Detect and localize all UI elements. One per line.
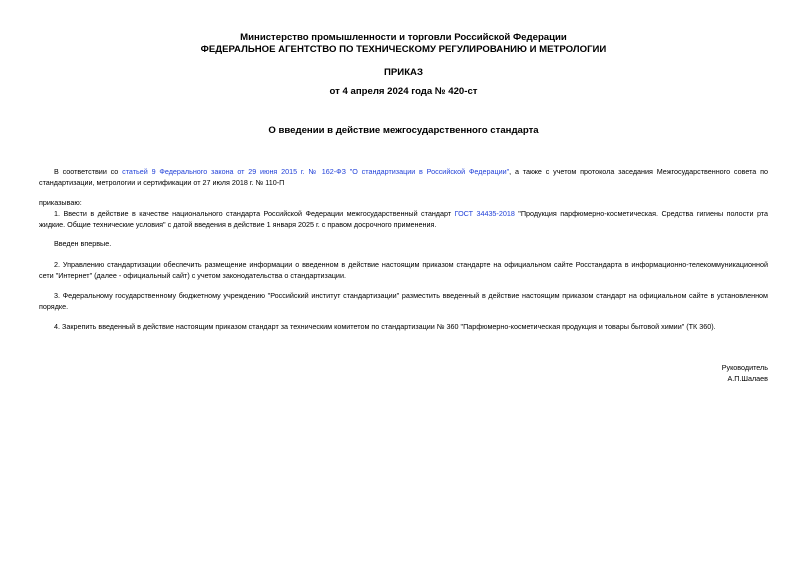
- ministry-header: [0, 32, 807, 56]
- order-date: от 4 апреля 2024 года № 420-ст: [329, 86, 478, 97]
- agency-name: ФЕДЕРАЛЬНОЕ АГЕНТСТВО ПО ТЕХНИЧЕСКОМУ РЕГУЛИРОВАНИЮ И МЕТРОЛОГИИ: [200, 44, 607, 55]
- signature-block: [722, 362, 768, 384]
- intro-suffix: , а также с учетом протокола заседания Межгосударственного совета по стандартизации, метрологии и сертификации от 27 июля 2018 г. № 110-П: [39, 167, 768, 187]
- item-1-paragraph: [39, 208, 768, 230]
- signatory-name: А.П.Шалаев: [727, 374, 768, 383]
- introduced-first-note: Введен впервые.: [54, 239, 112, 248]
- item-2-paragraph: 2. Управлению стандартизации обеспечить размещение информации о введенном в действие настоящим приказом стандарте на официальном сайте Росстандарта в информационно-телекоммуникационной сети "Интернет" (далее - официальный сайт) с учетом законодательства о стандартизации.: [39, 260, 768, 280]
- item-1-prefix: 1. Ввести в действие в качестве национального стандарта Российской Федерации межгосударственный стандарт: [54, 209, 455, 218]
- item-3-paragraph: 3. Федеральному государственному бюджетному учреждению "Российский институт стандартизации" разместить введенный в действие настоящим приказом стандарт на официальном сайте в установленном порядке.: [39, 291, 768, 311]
- intro-prefix: В соответствии со: [54, 167, 123, 176]
- law-link[interactable]: статьей 9 Федерального закона от 29 июня 2015 г. № 162-ФЗ "О стандартизации в Российской Федерации": [122, 167, 510, 176]
- ministry-name: Министерство промышленности и торговли Российской Федерации: [240, 32, 567, 43]
- order-subject: О введении в действие межгосударственного стандарта: [268, 125, 539, 136]
- order-title: ПРИКАЗ: [384, 67, 423, 78]
- item-4-paragraph: 4. Закрепить введенный в действие настоящим приказом стандарт за техническим комитетом по стандартизации № 360 "Парфюмерно-косметическая продукция и товары бытовой химии" (ТК 360).: [54, 322, 716, 331]
- intro-paragraph: [39, 166, 768, 188]
- order-word: приказываю:: [39, 198, 82, 207]
- signatory-position: Руководитель: [721, 363, 768, 372]
- item-1-suffix: "Продукция парфюмерно-косметическая. Средства гигиены полости рта жидкие. Общие технические условия" с датой введения в действие 1 января 2025 г. с правом досрочного применения.: [39, 209, 768, 229]
- gost-link[interactable]: ГОСТ 34435-2018: [454, 209, 515, 218]
